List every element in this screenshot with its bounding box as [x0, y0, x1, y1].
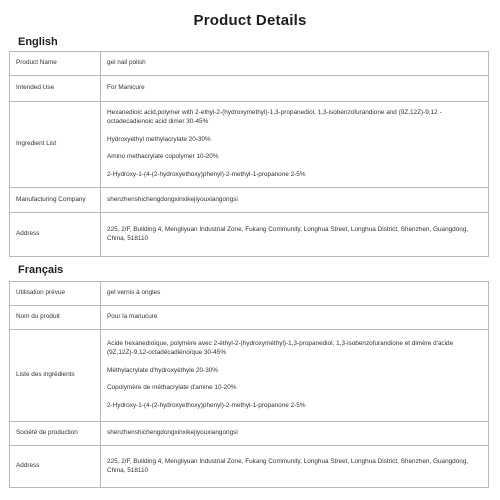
ingredient-line: Méthylacrylate d'hydroxyéthyle 20-30%: [107, 366, 218, 374]
table-row-address: [10, 446, 489, 488]
row-value: For Manicure: [101, 76, 489, 102]
row-label: Ingredient List: [10, 102, 101, 188]
ingredient-line: 2-Hydroxy-1-(4-(2-hydroxyethoxy)phenyl)-2-methyl-1-propanone 2-5%: [107, 401, 306, 409]
section-title-francais: Français: [18, 264, 64, 276]
row-value: Pour la manucure: [101, 306, 489, 330]
ingredient-line: Acide hexanedioïque, polymère avec 2-éthyl-2-(hydroxyméthyl)-1,3-propanediol, 1,3-isobenzofurandione et dimère d'acide (9Z,12Z)-9,12-octadécadiénoïque 30-45%: [107, 340, 454, 357]
table-row-address: [10, 213, 489, 257]
row-label: Product Name: [10, 52, 101, 76]
row-value: 225, 2/F, Building 4, Mengliyuan Industrial Zone, Fukang Community, Longhua Street, Longhua District, Shenzhen, Guangdong, China, 518110: [101, 213, 489, 257]
table-row-ingredients: [10, 102, 489, 188]
ingredient-line: Copolymère de méthacrylate d'amine 10-20%: [107, 384, 237, 392]
table-row-manufacturer: [10, 422, 489, 446]
row-label: Société de production: [10, 422, 101, 446]
row-label: Manufacturing Company: [10, 188, 101, 213]
spec-table-english: [9, 51, 489, 257]
row-value: shenzhenshichengdongxinxikejiyouxiangongsi: [101, 422, 489, 446]
table-row-ingredients: [10, 330, 489, 422]
table-row-product-name: [10, 306, 489, 330]
row-label: Nom du produit: [10, 306, 101, 330]
row-value-list: [101, 330, 489, 422]
table-row-product-name: [10, 52, 489, 76]
page-title: Product Details: [193, 12, 307, 29]
table-row-intended-use: [10, 76, 489, 102]
row-value: shenzhenshichengdongxinxikejiyouxiangongsi: [101, 188, 489, 213]
row-value: gel vernis à ongles: [101, 282, 489, 306]
row-label: Address: [10, 213, 101, 257]
row-label: Utilisation prévue: [10, 282, 101, 306]
section-title-english: English: [18, 36, 58, 48]
table-row-usage: [10, 282, 489, 306]
row-value: 225, 2/F, Building 4, Mengliyuan Industrial Zone, Fukang Community, Longhua Street, Longhua District, Shenzhen, Guangdong, China, 518110: [101, 446, 489, 488]
row-value: gel nail polish: [101, 52, 489, 76]
table-row-manufacturer: [10, 188, 489, 213]
spec-table-francais: [9, 281, 489, 488]
row-label: Liste des ingrédients: [10, 330, 101, 422]
row-value-list: [101, 102, 489, 188]
row-label: Address: [10, 446, 101, 488]
ingredient-line: Hydroxyethyl methylacrylate 20-30%: [107, 135, 211, 143]
ingredient-line: 2-Hydroxy-1-(4-(2-hydroxyethoxy)phenyl)-2-methyl-1-propanone 2-5%: [107, 170, 306, 178]
ingredient-line: Amino methacrylate copolymer 10-20%: [107, 153, 219, 161]
ingredient-line: Hexanedioic acid,polymer with 2-ethyl-2-(hydroxymethyl)-1,3-propanediol, 1,3-isobenzofurandione and (9Z,12Z)-9,12 - octadecadienoic acid dimer 30-45%: [107, 109, 442, 126]
row-label: Intended Use: [10, 76, 101, 102]
